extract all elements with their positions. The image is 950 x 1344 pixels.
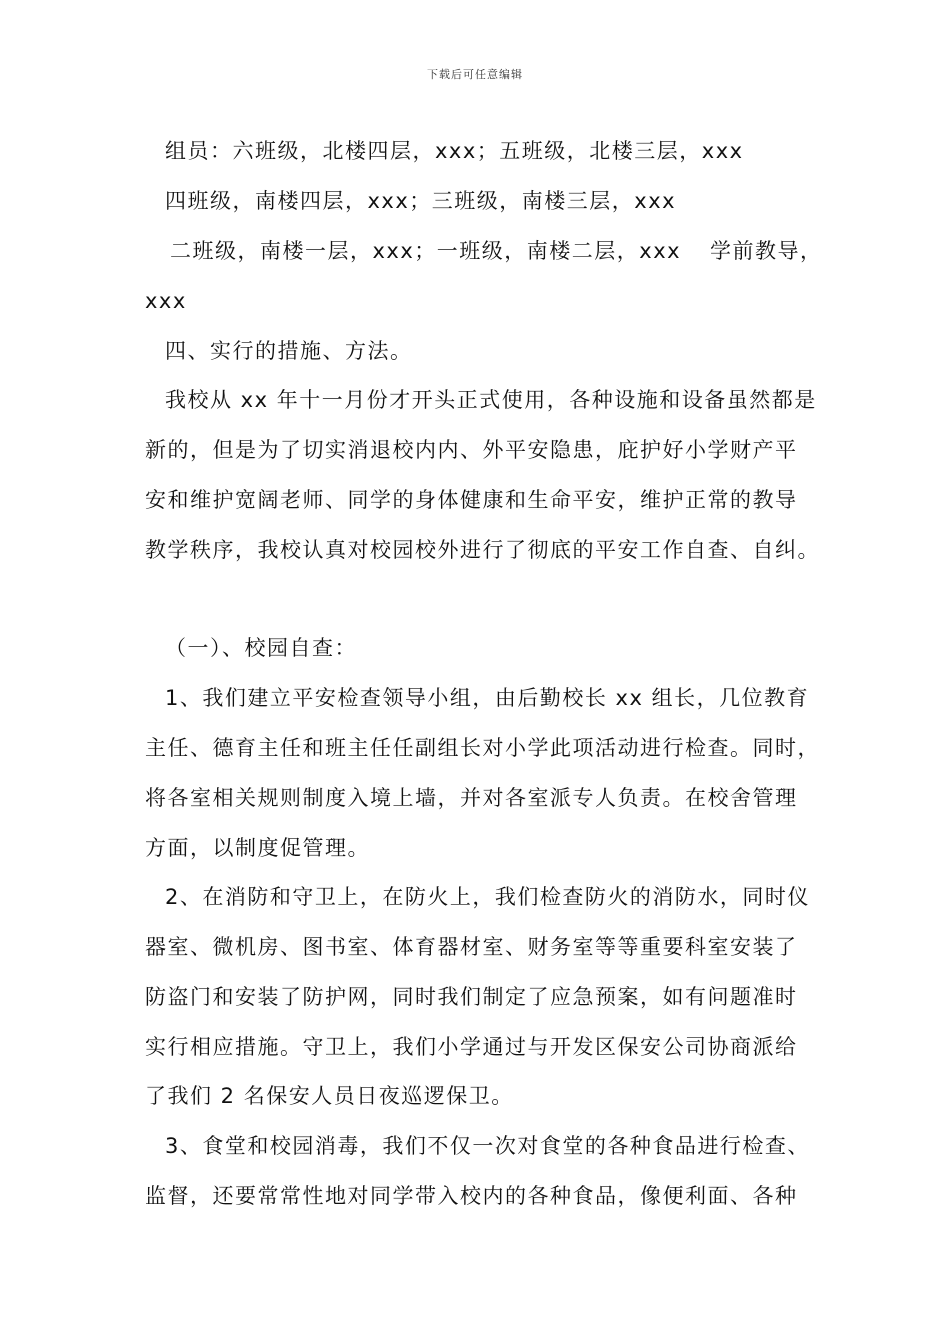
paragraph-line: 组员：六班级，北楼四层，xxx；五班级，北楼三层，xxx [165, 139, 744, 163]
paragraph-line: 方面，以制度促管理。 [145, 836, 370, 860]
paragraph-line: 1、我们建立平安检查领导小组，由后勤校长 xx 组长，几位教育 [165, 686, 810, 710]
paragraph-line: 了我们 2 名保安人员日夜巡逻保卫。 [145, 1084, 514, 1108]
paragraph-line: 安和维护宽阔老师、同学的身体健康和生命平安，维护正常的教导 [145, 488, 798, 512]
section-heading: 四、实行的措施、方法。 [165, 339, 413, 363]
paragraph-line: 实行相应措施。守卫上，我们小学通过与开发区保安公司协商派给 [145, 1035, 798, 1059]
page-header: 下载后可任意编辑 [427, 68, 523, 81]
paragraph-line: 主任、德育主任和班主任任副组长对小学此项活动进行检查。同时， [145, 736, 820, 760]
paragraph-line: 2、在消防和守卫上，在防火上，我们检查防火的消防水，同时仪 [165, 885, 810, 909]
paragraph-line: 教学秩序，我校认真对校园校外进行了彻底的平安工作自查、自纠。 [145, 538, 820, 562]
paragraph-line: 将各室相关规则制度入境上墙，并对各室派专人负责。在校舍管理 [145, 786, 798, 810]
paragraph-line: 防盗门和安装了防护网，同时我们制定了应急预案，如有问题准时 [145, 985, 798, 1009]
paragraph-line: 四班级，南楼四层，xxx；三班级，南楼三层，xxx [165, 189, 677, 213]
paragraph-line: 监督，还要常常性地对同学带入校内的各种食品，像便利面、各种 [145, 1184, 798, 1208]
paragraph-line: 我校从 xx 年十一月份才开头正式使用，各种设施和设备虽然都是 [165, 388, 817, 412]
paragraph-line: 器室、微机房、图书室、体育器材室、财务室等等重要科室安装了 [145, 935, 798, 959]
subsection-heading: （一）、校园自查： [165, 636, 357, 660]
paragraph-line: xxx [145, 289, 187, 313]
paragraph-line: 学前教导， [710, 239, 823, 263]
paragraph-line: 3、食堂和校园消毒，我们不仅一次对食堂的各种食品进行检查、 [165, 1134, 810, 1158]
paragraph-line: 新的，但是为了切实消退校内内、外平安隐患，庇护好小学财产平 [145, 438, 798, 462]
paragraph-line: 二班级，南楼一层，xxx；一班级，南楼二层，xxx [170, 239, 682, 263]
